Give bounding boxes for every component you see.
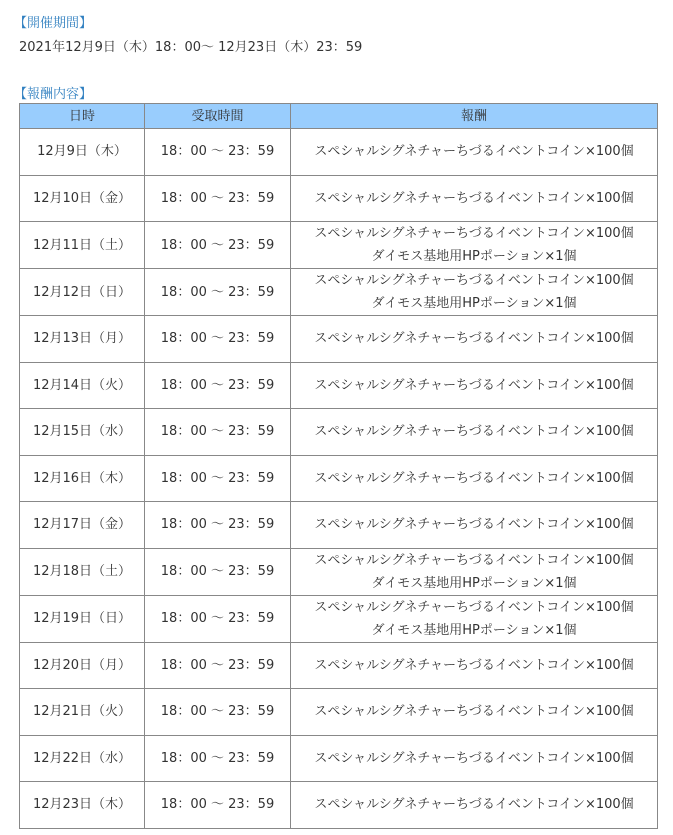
rewards-heading: 【報酬内容】 — [14, 87, 93, 102]
date-cell: 12月21日（火） — [20, 689, 145, 736]
reward-item: スペシャルシグネチャーちづるイベントコイン×100個 — [314, 599, 634, 615]
header-time: 受取時間 — [145, 104, 291, 129]
time-cell: 18：00 ～ 23：59 — [145, 735, 291, 782]
reward-item: スペシャルシグネチャーちづるイベントコイン×100個 — [314, 552, 634, 568]
date-cell: 12月15日（水） — [20, 409, 145, 456]
reward-item: スペシャルシグネチャーちづるイベントコイン×100個 — [314, 190, 634, 206]
reward-item: スペシャルシグネチャーちづるイベントコイン×100個 — [314, 470, 634, 486]
reward-item: スペシャルシグネチャーちづるイベントコイン×100個 — [314, 750, 634, 766]
reward-item: ダイモス基地用HPポーション×1個 — [371, 249, 577, 264]
reward-cell — [291, 782, 658, 829]
time-cell: 18：00 ～ 23：59 — [145, 689, 291, 736]
table-row — [20, 595, 658, 642]
table-header-row — [20, 104, 658, 129]
reward-cell — [291, 595, 658, 642]
reward-cell — [291, 689, 658, 736]
period-heading: 【開催期間】 — [14, 16, 93, 31]
time-cell: 18：00 ～ 23：59 — [145, 222, 291, 269]
date-cell: 12月19日（日） — [20, 595, 145, 642]
date-cell: 12月17日（金） — [20, 502, 145, 549]
reward-cell — [291, 129, 658, 176]
time-cell: 18：00 ～ 23：59 — [145, 175, 291, 222]
time-cell: 18：00 ～ 23：59 — [145, 642, 291, 689]
date-cell: 12月14日（火） — [20, 362, 145, 409]
reward-item: スペシャルシグネチャーちづるイベントコイン×100個 — [314, 226, 634, 241]
reward-cell — [291, 175, 658, 222]
header-reward: 報酬 — [291, 104, 658, 129]
date-cell: 12月16日（木） — [20, 455, 145, 502]
table-row — [20, 316, 658, 363]
reward-item: スペシャルシグネチャーちづるイベントコイン×100個 — [314, 331, 634, 347]
reward-cell — [291, 548, 658, 595]
time-cell: 18：00 ～ 23：59 — [145, 129, 291, 176]
date-cell: 12月23日（木） — [20, 782, 145, 829]
time-cell: 18：00 ～ 23：59 — [145, 455, 291, 502]
table-row — [20, 129, 658, 176]
time-cell: 18：00 ～ 23：59 — [145, 269, 291, 316]
table-row — [20, 269, 658, 316]
reward-item: スペシャルシグネチャーちづるイベントコイン×100個 — [314, 424, 634, 440]
date-cell: 12月13日（月） — [20, 316, 145, 363]
reward-cell — [291, 455, 658, 502]
table-row — [20, 455, 658, 502]
rewards-table — [19, 103, 658, 829]
reward-cell — [291, 409, 658, 456]
reward-cell — [291, 362, 658, 409]
table-row — [20, 362, 658, 409]
date-cell: 12月22日（水） — [20, 735, 145, 782]
time-cell: 18：00 ～ 23：59 — [145, 595, 291, 642]
time-cell: 18：00 ～ 23：59 — [145, 502, 291, 549]
reward-cell — [291, 222, 658, 269]
reward-item: ダイモス基地用HPポーション×1個 — [371, 622, 577, 638]
table-row — [20, 409, 658, 456]
reward-item: スペシャルシグネチャーちづるイベントコイン×100個 — [314, 377, 634, 393]
table-row — [20, 502, 658, 549]
table-row — [20, 782, 658, 829]
reward-item: スペシャルシグネチャーちづるイベントコイン×100個 — [314, 657, 634, 673]
reward-item: ダイモス基地用HPポーション×1個 — [371, 575, 577, 591]
reward-item: スペシャルシグネチャーちづるイベントコイン×100個 — [314, 704, 634, 720]
reward-item: スペシャルシグネチャーちづるイベントコイン×100個 — [314, 797, 634, 813]
time-cell: 18：00 ～ 23：59 — [145, 782, 291, 829]
reward-cell — [291, 316, 658, 363]
table-row — [20, 689, 658, 736]
period-text: 2021年12月9日（木）18：00～ 12月23日（木）23：59 — [19, 40, 363, 55]
date-cell: 12月10日（金） — [20, 175, 145, 222]
header-date: 日時 — [20, 104, 145, 129]
table-row — [20, 222, 658, 269]
reward-item: スペシャルシグネチャーちづるイベントコイン×100個 — [314, 144, 634, 160]
table-row — [20, 175, 658, 222]
table-row — [20, 642, 658, 689]
time-cell: 18：00 ～ 23：59 — [145, 409, 291, 456]
date-cell: 12月12日（日） — [20, 269, 145, 316]
table-row — [20, 548, 658, 595]
time-cell: 18：00 ～ 23：59 — [145, 316, 291, 363]
time-cell: 18：00 ～ 23：59 — [145, 362, 291, 409]
time-cell: 18：00 ～ 23：59 — [145, 548, 291, 595]
date-cell: 12月11日（土） — [20, 222, 145, 269]
reward-item: スペシャルシグネチャーちづるイベントコイン×100個 — [314, 517, 634, 533]
reward-cell — [291, 269, 658, 316]
reward-cell — [291, 642, 658, 689]
date-cell: 12月20日（月） — [20, 642, 145, 689]
table-row — [20, 735, 658, 782]
date-cell: 12月18日（土） — [20, 548, 145, 595]
date-cell: 12月9日（木） — [20, 129, 145, 176]
reward-item: ダイモス基地用HPポーション×1個 — [371, 296, 577, 311]
reward-item: スペシャルシグネチャーちづるイベントコイン×100個 — [314, 273, 634, 288]
reward-cell — [291, 735, 658, 782]
reward-cell — [291, 502, 658, 549]
